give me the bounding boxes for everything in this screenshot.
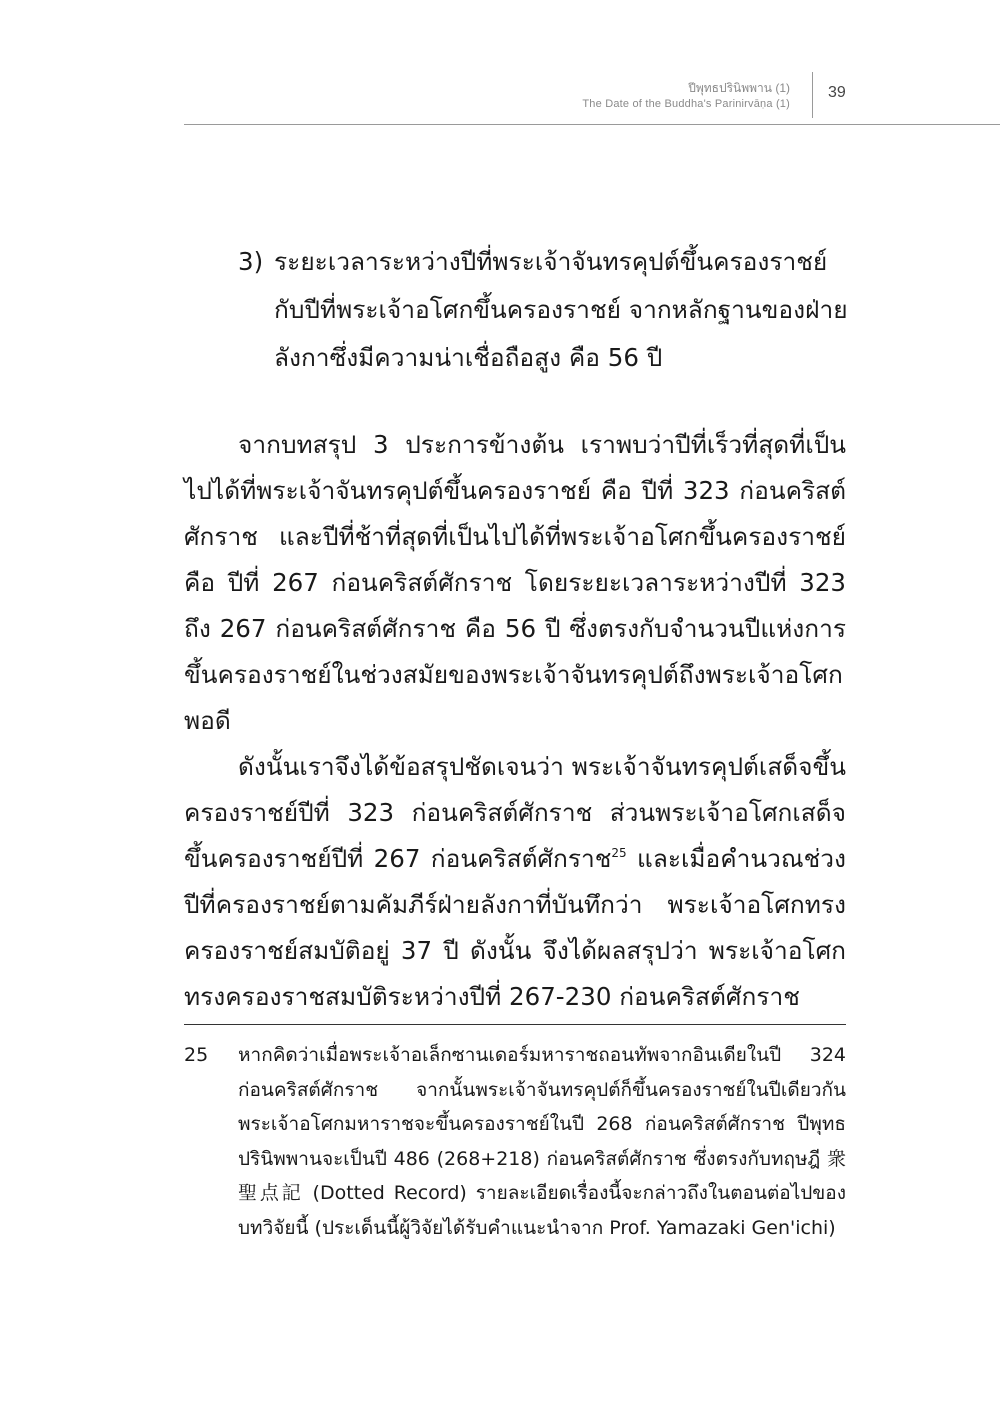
header-horizontal-rule (184, 124, 1000, 125)
body-paragraph-2 (184, 744, 846, 1020)
footnote-reference[interactable]: 25 (611, 846, 627, 860)
numbered-list-item (238, 238, 848, 382)
body-paragraph-2-part-2: และเมื่อคำนวณช่วงปีที่ครองราชย์ตามคัมภีร์ฝ่ายลังกาที่บันทึกว่า พระเจ้าอโศกทรงครองราชย์สมบัติอยู่ 37 ปี ดังนั้น จึงได้ผลสรุปว่า พระเจ้าอโศกทรงครองราชสมบัติระหว่างปีที่ 267-230 ก่อนคริสต์ศักราช (184, 844, 846, 1011)
page-number: 39 (828, 84, 846, 101)
header-vertical-divider (812, 72, 813, 118)
footnote-text: หากคิดว่าเมื่อพระเจ้าอเล็กซานเดอร์มหาราชถอนทัพจากอินเดียในปี 324 ก่อนคริสต์ศักราช จากนั้นพระเจ้าจันทรคุปต์ก็ขึ้นครองราชย์ในปีเดียวกัน พระเจ้าอโศกมหาราชจะขึ้นครองราชย์ในปี 268 ก่อนคริสต์ศักราช ปีพุทธปรินิพพานจะเป็นปี 486 (268+218) ก่อนคริสต์ศักราช ซึ่งตรงกับทฤษฎี 衆聖点記 (Dotted Record) รายละเอียดเรื่องนี้จะกล่าวถึงในตอนต่อไปของบทวิจัยนี้ (ประเด็นนี้ผู้วิจัยได้รับคำแนะนำจาก Prof. Yamazaki Gen'ichi) (238, 1044, 846, 1239)
footnote-divider (184, 1024, 846, 1025)
list-item-number: 3) (238, 247, 264, 276)
running-header (582, 80, 790, 112)
body-paragraph-2-part-1: ดังนั้นเราจึงได้ข้อสรุปชัดเจนว่า พระเจ้าจันทรคุปต์เสด็จขึ้นครองราชย์ปีที่ 323 ก่อนคริสต์ศักราช ส่วนพระเจ้าอโศกเสด็จขึ้นครองราชย์ปีที่ 267 ก่อนคริสต์ศักราช (184, 752, 846, 873)
footnote-number: 25 (184, 1044, 209, 1066)
body-text (184, 422, 846, 1020)
footnote (184, 1038, 846, 1245)
running-header-english-title: The Date of the Buddha's Parinirvāṇa (1) (582, 98, 790, 110)
list-item-text: ระยะเวลาระหว่างปีที่พระเจ้าจันทรคุปต์ขึ้นครองราชย์กับปีที่พระเจ้าอโศกขึ้นครองราชย์ จากหลักฐานของฝ่ายลังกาซึ่งมีความน่าเชื่อถือสูง คือ 56 ปี (274, 247, 848, 372)
running-header-thai-title: ปีพุทธปรินิพพาน (1) (688, 81, 790, 95)
body-paragraph-1: จากบทสรุป 3 ประการข้างต้น เราพบว่าปีที่เร็วที่สุดที่เป็นไปได้ที่พระเจ้าจันทรคุปต์ขึ้นครองราชย์ คือ ปีที่ 323 ก่อนคริสต์ศักราช และปีที่ช้าที่สุดที่เป็นไปได้ที่พระเจ้าอโศกขึ้นครองราชย์ คือ ปีที่ 267 ก่อนคริสต์ศักราช โดยระยะเวลาระหว่างปีที่ 323 ถึง 267 ก่อนคริสต์ศักราช คือ 56 ปี ซึ่งตรงกับจำนวนปีแห่งการขึ้นครองราชย์ในช่วงสมัยของพระเจ้าจันทรคุปต์ถึงพระเจ้าอโศกพอดี (184, 430, 846, 735)
